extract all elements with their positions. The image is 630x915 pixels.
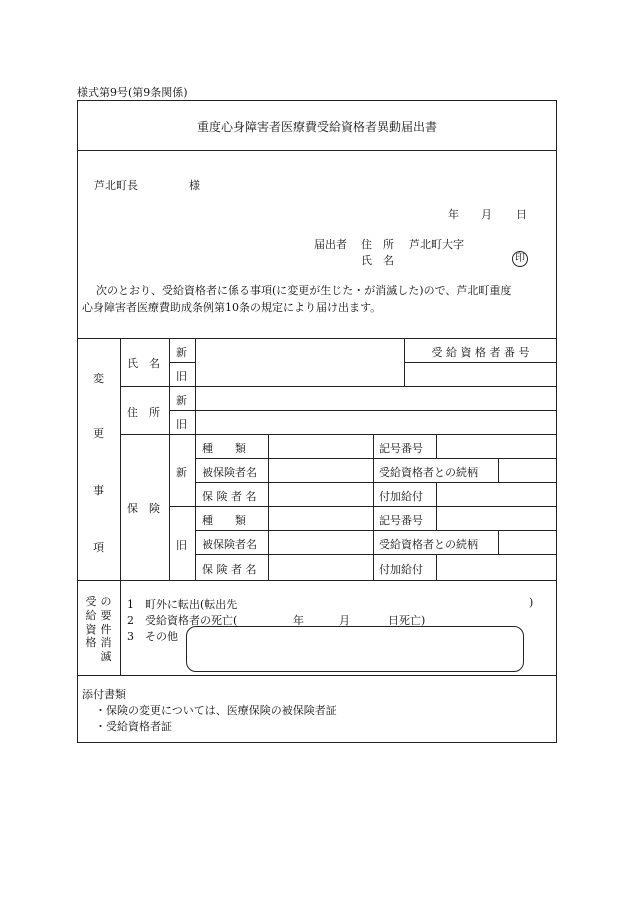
grid-line xyxy=(436,506,437,530)
new-label: 新 xyxy=(176,346,187,359)
attachment-item: ・保険の変更については、医療保険の被保険者証 xyxy=(95,704,337,717)
grid-line xyxy=(120,338,121,580)
grid-line xyxy=(195,458,557,459)
new-label: 新 xyxy=(176,394,187,407)
other-reason-box[interactable] xyxy=(186,626,524,672)
grid-line xyxy=(169,506,557,507)
form-number: 様式第9号(第9条関係) xyxy=(77,86,188,99)
relation-label: 受給資格者との続柄 xyxy=(379,538,478,551)
statement-line1: 次のとおり、受給資格者に係る事項(に変更が生じた・が消滅した)ので、芦北町重度 xyxy=(96,284,512,297)
applicant-name-label: 氏 名 xyxy=(361,254,394,267)
insured-name-label: 被保険者名 xyxy=(202,466,257,479)
applicant-address-value: 芦北町大字 xyxy=(409,238,464,251)
divider xyxy=(77,580,557,581)
recipient-number-label: 受 給 資 格 者 番 号 xyxy=(431,346,530,359)
grid-line xyxy=(436,434,437,458)
old-label: 旧 xyxy=(176,370,187,383)
addressee-name: 芦北町長 xyxy=(94,179,138,192)
insured-name-label: 被保険者名 xyxy=(202,538,257,551)
seal-mark: 印 xyxy=(512,251,528,267)
insurance-type-label: 種 類 xyxy=(202,514,246,527)
date-day: 日 xyxy=(516,208,527,221)
divider xyxy=(77,338,557,339)
grid-line xyxy=(120,434,557,435)
section-label-char: 更 xyxy=(93,427,104,440)
section-label-char: 変 xyxy=(93,372,104,385)
insurance-row-label: 保 険 xyxy=(127,502,160,515)
old-label: 旧 xyxy=(176,539,187,552)
date-year: 年 xyxy=(448,208,459,221)
extinction-death-month: 月 xyxy=(339,614,350,627)
symbol-number-label: 記号番号 xyxy=(379,442,423,455)
extra-benefit-label: 付加給付 xyxy=(379,490,423,503)
insurer-name-label: 保 険 者 名 xyxy=(202,490,257,503)
applicant-label: 届出者 xyxy=(314,238,347,251)
extinction-item-3: 3 その他 xyxy=(127,630,178,643)
extinction-item-1-close: ) xyxy=(529,596,534,609)
grid-line xyxy=(195,530,557,531)
addressee-honorific: 様 xyxy=(189,179,200,192)
divider xyxy=(77,675,557,676)
grid-line xyxy=(436,554,437,580)
new-label: 新 xyxy=(176,466,187,479)
extinction-label-left: 受 給 資 格 xyxy=(85,595,97,650)
extinction-label-right: の 要 件 消 滅 xyxy=(100,595,112,663)
form-title: 重度心身障害者医療費受給資格者異動届出書 xyxy=(196,120,437,134)
grid-line xyxy=(195,482,557,483)
statement-line2: 心身障害者医療費助成条例第10条の規定により届け出ます。 xyxy=(82,301,382,314)
grid-line xyxy=(195,554,557,555)
extra-benefit-label: 付加給付 xyxy=(379,563,423,576)
section-label-char: 項 xyxy=(93,541,104,554)
applicant-address-label: 住 所 xyxy=(361,238,394,251)
insurance-type-label: 種 類 xyxy=(202,442,246,455)
grid-line xyxy=(120,580,121,675)
extinction-item-1: 1 町外に転出(転出先 xyxy=(127,598,238,611)
date-month: 月 xyxy=(481,208,492,221)
extinction-item-2: 2 受給資格者の死亡( xyxy=(127,614,238,627)
extinction-death-year: 年 xyxy=(293,614,304,627)
attachments-title: 添付書類 xyxy=(82,688,126,701)
divider xyxy=(77,150,557,151)
grid-line xyxy=(498,530,499,554)
grid-line xyxy=(436,482,437,506)
grid-line xyxy=(373,434,374,580)
grid-line xyxy=(169,410,557,411)
section-label-char: 事 xyxy=(93,484,104,497)
grid-line xyxy=(498,458,499,482)
grid-line xyxy=(120,386,557,387)
grid-line xyxy=(404,362,557,363)
grid-line xyxy=(169,338,170,580)
extinction-death-day: 日死亡) xyxy=(388,614,426,627)
grid-line xyxy=(195,338,196,580)
symbol-number-label: 記号番号 xyxy=(379,514,423,527)
old-label: 旧 xyxy=(176,418,187,431)
insurer-name-label: 保 険 者 名 xyxy=(202,563,257,576)
relation-label: 受給資格者との続柄 xyxy=(379,466,478,479)
name-row-label: 氏 名 xyxy=(127,357,160,370)
attachment-item: ・受給資格者証 xyxy=(95,720,172,733)
grid-line xyxy=(268,434,269,580)
address-row-label: 住 所 xyxy=(127,406,160,419)
grid-line xyxy=(169,362,195,363)
